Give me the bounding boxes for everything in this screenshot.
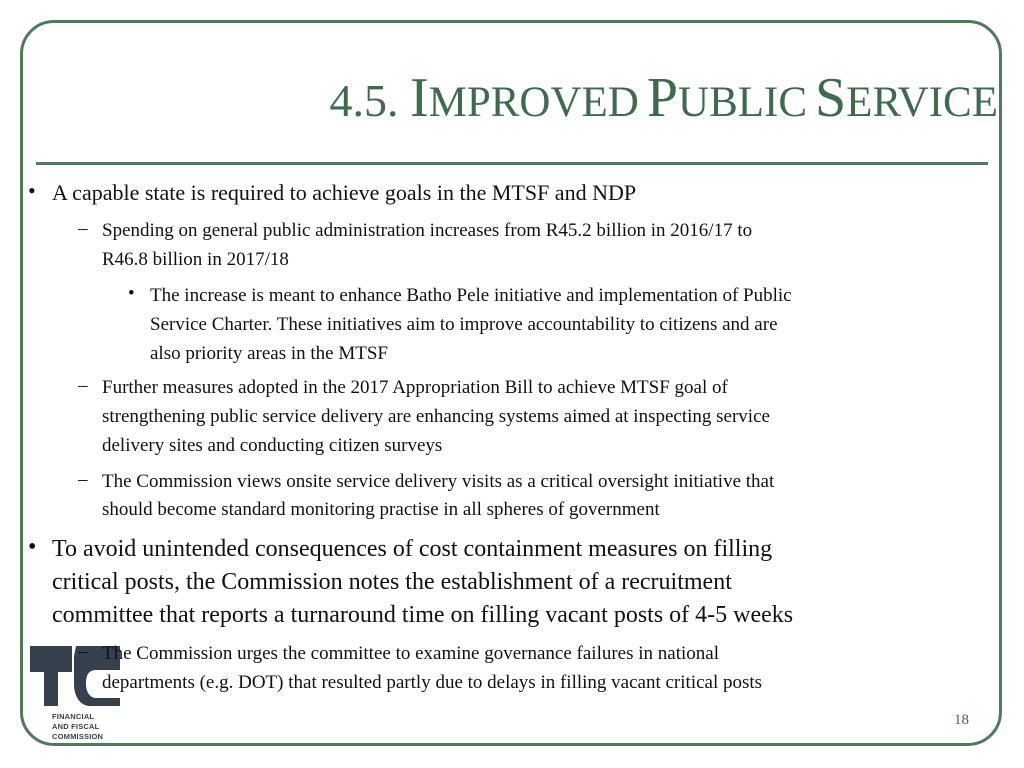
bullet-2-line-1: To avoid unintended consequences of cost containment measures on filling [52, 536, 773, 562]
bullet-2-sub-1-line-2: departments (e.g. DOT) that resulted partly due to delays in filling vacant critical posts [102, 672, 763, 693]
bullet-1-sub-2-line-2: strengthening public service delivery are enhancing systems aimed at inspecting service [102, 406, 770, 427]
logo-wordmark: FINANCIAL AND FISCAL COMMISSION [52, 712, 104, 741]
bullet-1-sub-2-line-3: delivery sites and conducting citizen surveys [102, 435, 443, 456]
bullet-1-subsub-line-3: also priority areas in the MTSF [150, 343, 388, 364]
bullet-1-sub-1-line-2: R46.8 billion in 2017/18 [102, 249, 289, 270]
bullet-1-text: A capable state is required to achieve goals in the MTSF and NDP [52, 180, 637, 205]
bullet-marker: • [28, 178, 36, 203]
slide-number: 18 [954, 712, 969, 728]
bullet-marker: • [128, 283, 135, 304]
bullet-1-sub-1-line-1: Spending on general public administration increases from R45.2 billion in 2016/17 to [102, 220, 753, 241]
slide-title: 4.5. IMPROVED PUBLIC SERVICE [329, 67, 998, 129]
bullet-1-sub-3-line-2: should become standard monitoring practise in all spheres of government [102, 499, 660, 520]
bullet-marker: • [28, 534, 37, 560]
dash-marker: – [78, 641, 88, 662]
bullet-2-sub-1-line-1: The Commission urges the committee to examine governance failures in national [102, 643, 719, 664]
bullet-1-subsub-line-2: Service Charter. These initiatives aim to improve accountability to citizens and are [150, 314, 778, 335]
bullet-2-line-2: critical posts, the Commission notes the establishment of a recruitment [52, 569, 732, 595]
bullet-2-line-3: committee that reports a turnaround time on filling vacant posts of 4-5 weeks [52, 602, 794, 628]
bullet-1-subsub-line-1: The increase is meant to enhance Batho Pele initiative and implementation of Public [150, 285, 792, 306]
bullet-1-sub-2-line-1: Further measures adopted in the 2017 Appropriation Bill to achieve MTSF goal of [102, 377, 728, 398]
dash-marker: – [78, 469, 88, 490]
dash-marker: – [78, 218, 88, 239]
dash-marker: – [78, 375, 88, 396]
bullet-1-sub-3-line-1: The Commission views onsite service delivery visits as a critical oversight initiative that [102, 471, 775, 492]
